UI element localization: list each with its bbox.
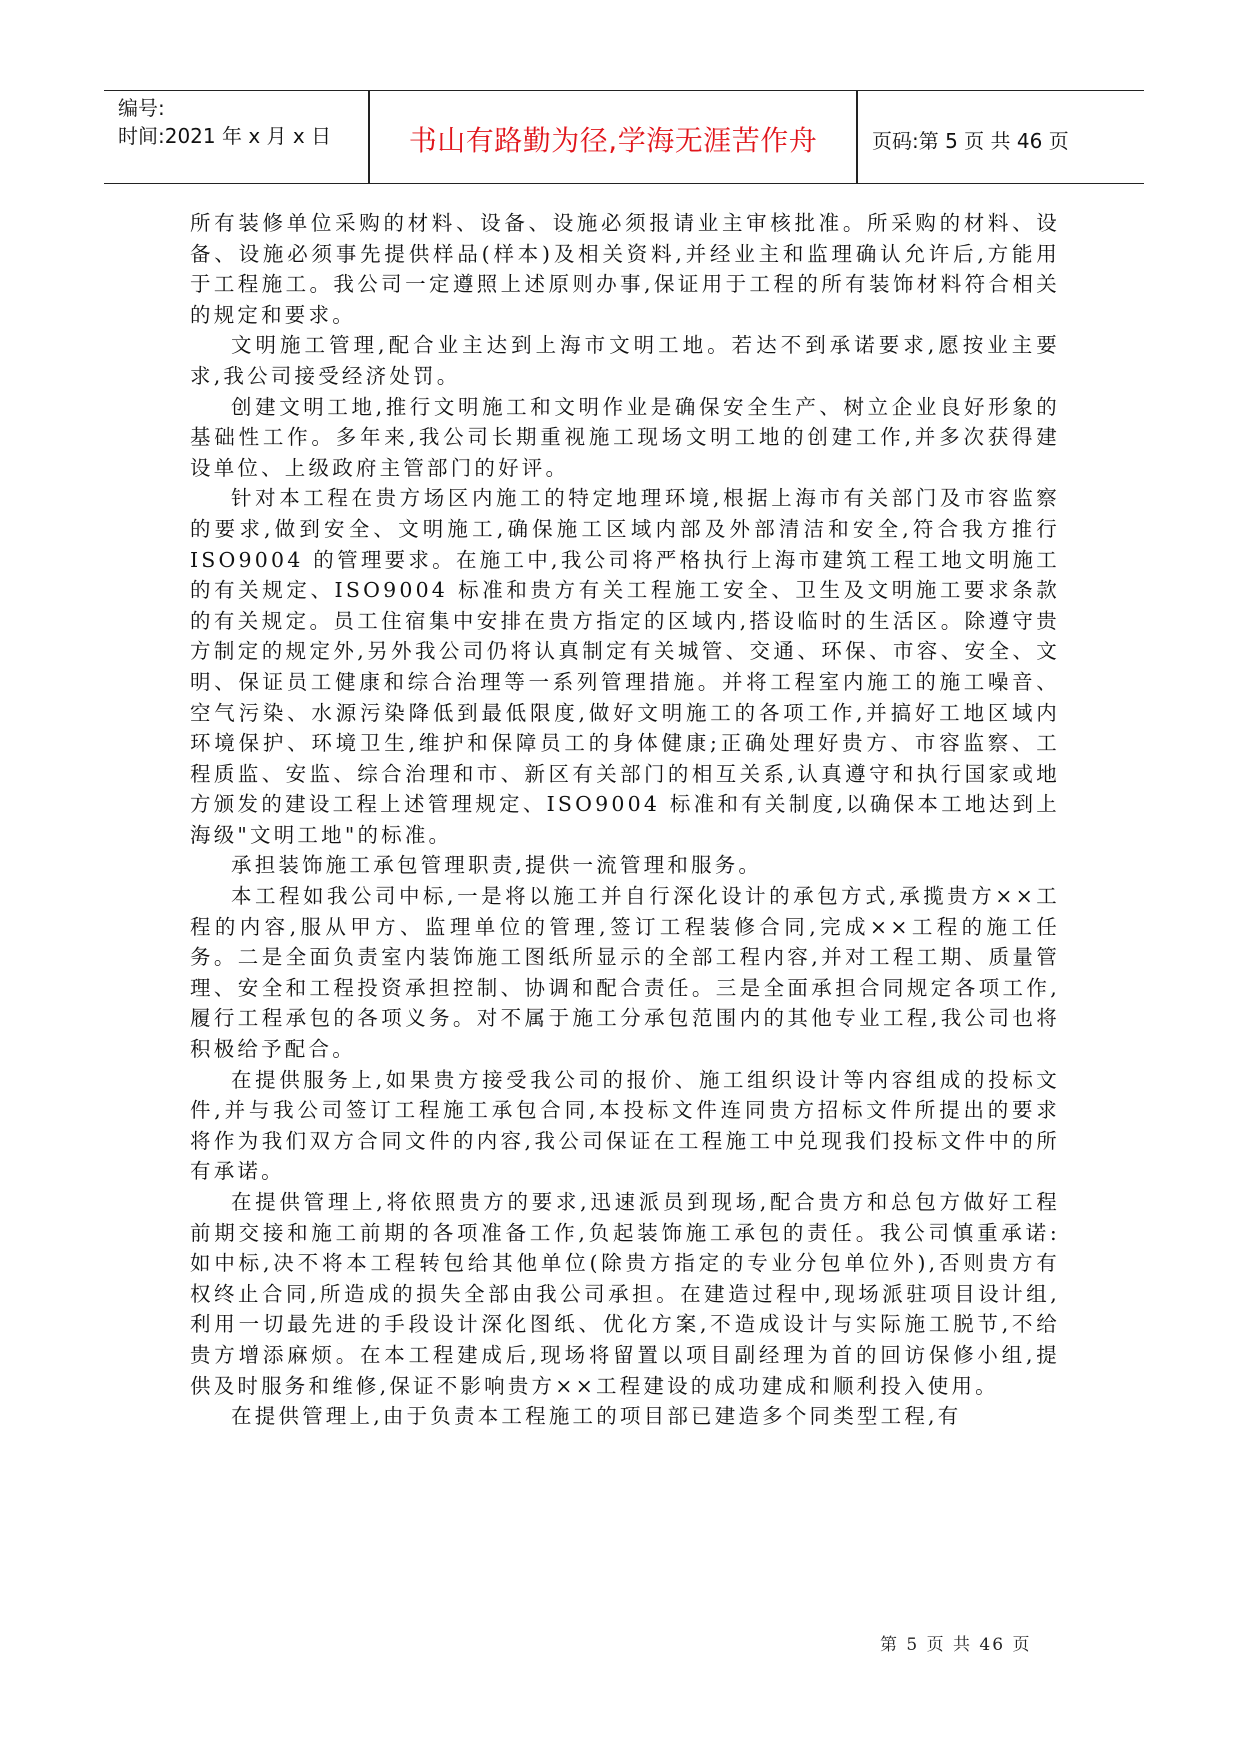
paragraph: 承担装饰施工承包管理职责,提供一流管理和服务。 — [231, 853, 763, 878]
page-footer: 第 5 页 共 46 页 — [880, 1635, 1032, 1655]
paragraph: 文明施工管理,配合业主达到上海市文明工地。若达不到承诺要求,愿按业主要求,我公司接受经济处罚。 — [190, 333, 1060, 388]
paragraph: 针对本工程在贵方场区内施工的特定地理环境,根据上海市有关部门及市容监察的要求,做到安全、文明施工,确保施工区域内部及外部清洁和安全,符合我方推行 ISO9004 的管理要求。在施工中,我公司将严格执行上海市建筑工程工地文明施工的有关规定、ISO9004 标准和贵方有关工程施工安全、卫生及文明施工要求条款的有关规定。员工住宿集中安排在贵方指定的区域内,搭设临时的生活区。除遵守贵方制定的规定外,另外我公司仍将认真制定有关城管、交通、环保、市容、安全、文明、保证员工健康和综合治理等一系列管理措施。并将工程室内施工的施工噪音、空气污染、水源污染降低到最低限度,做好文明施工的各项工作,并搞好工地区域内环境保护、环境卫生,维护和保障员工的身体健康;正确处理好贵方、市容监察、工程质监、安监、综合治理和市、新区有关部门的相互关系,认真遵守和执行国家或地方颁发的建设工程上述管理规定、ISO9004 标准和有关制度,以确保本工地达到上海级"文明工地"的标准。 — [190, 486, 1060, 847]
page-header — [104, 90, 1144, 184]
header-divider — [856, 91, 858, 183]
document-body — [190, 208, 1060, 1432]
paragraph: 创建文明工地,推行文明施工和文明作业是确保安全生产、树立企业良好形象的基础性工作。多年来,我公司长期重视施工现场文明工地的创建工作,并多次获得建设单位、上级政府主管部门的好评。 — [190, 394, 1060, 480]
serial-label: 编号: — [118, 96, 165, 120]
paragraph: 本工程如我公司中标,一是将以施工并自行深化设计的承包方式,承揽贵方××工程的内容,服从甲方、监理单位的管理,签订工程装修合同,完成××工程的施工任务。二是全面负责室内装饰施工图纸所显示的全部工程内容,并对工程工期、质量管理、安全和工程投资承担控制、协调和配合责任。三是全面承担合同规定各项工作,履行工程承包的各项义务。对不属于施工分承包范围内的其他专业工程,我公司也将积极给予配合。 — [190, 884, 1060, 1062]
paragraph: 在提供管理上,将依照贵方的要求,迅速派员到现场,配合贵方和总包方做好工程前期交接和施工前期的各项准备工作,负起装饰施工承包的责任。我公司慎重承诺:如中标,决不将本工程转包给其他单位(除贵方指定的专业分包单位外),否则贵方有权终止合同,所造成的损失全部由我公司承担。在建造过程中,现场派驻项目设计组,利用一切最先进的手段设计深化图纸、优化方案,不造成设计与实际施工脱节,不给贵方增添麻烦。在本工程建成后,现场将留置以项目副经理为首的回访保修小组,提供及时服务和维修,保证不影响贵方××工程建设的成功建成和顺利投入使用。 — [190, 1190, 1060, 1398]
header-meta — [118, 91, 366, 183]
paragraph: 在提供管理上,由于负责本工程施工的项目部已建造多个同类型工程,有 — [231, 1404, 962, 1429]
paragraph: 所有装修单位采购的材料、设备、设施必须报请业主审核批准。所采购的材料、设备、设施必须事先提供样品(样本)及相关资料,并经业主和监理确认允许后,方能用于工程施工。我公司一定遵照上述原则办事,保证用于工程的所有装饰材料符合相关的规定和要求。 — [190, 211, 1060, 327]
time-label: 时间:2021 年 x 月 x 日 — [118, 124, 332, 148]
header-motto: 书山有路勤为径,学海无涯苦作舟 — [408, 124, 818, 157]
paragraph: 在提供服务上,如果贵方接受我公司的报价、施工组织设计等内容组成的投标文件,并与我公司签订工程施工承包合同,本投标文件连同贵方招标文件所提出的要求将作为我们双方合同文件的内容,我公司保证在工程施工中兑现我们投标文件中的所有承诺。 — [190, 1067, 1060, 1184]
header-page-number: 页码:第 5 页 共 46 页 — [872, 129, 1069, 153]
